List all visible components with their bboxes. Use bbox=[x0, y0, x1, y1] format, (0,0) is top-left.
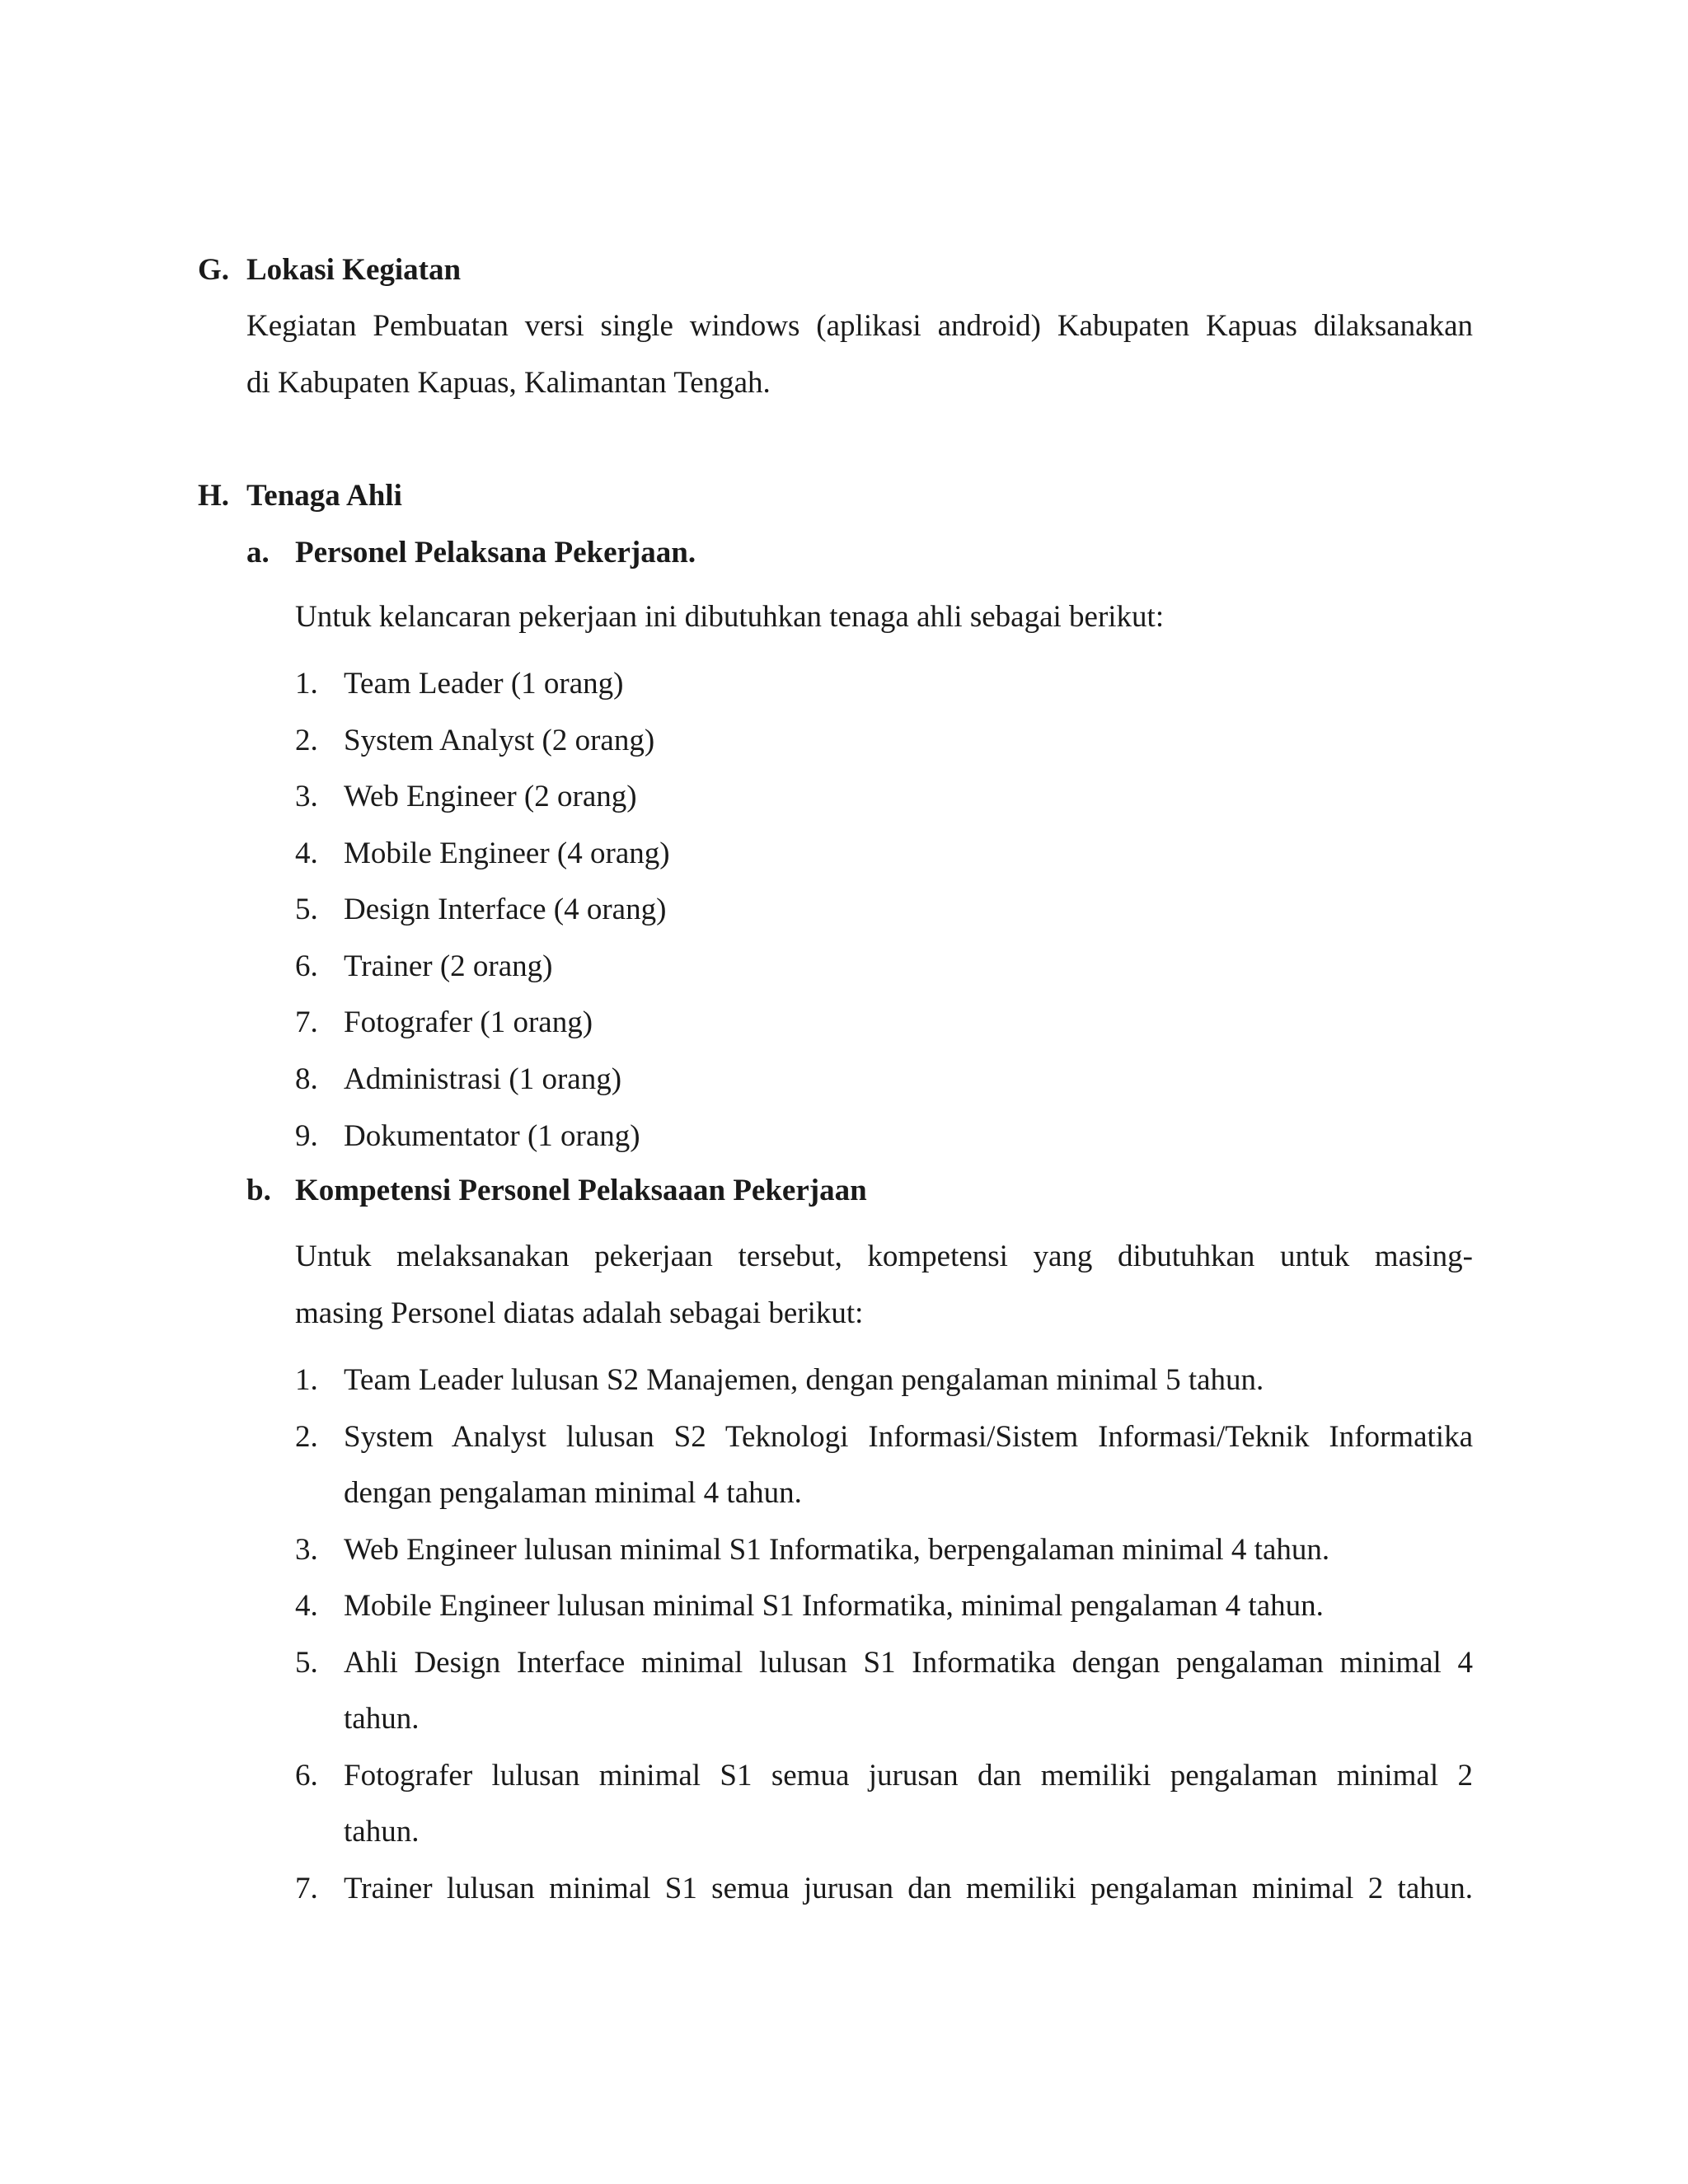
subsection-b-intro-line1: Untuk melaksanakan pekerjaan tersebut, kompetensi yang dibutuhkan untuk masing- bbox=[295, 1240, 1473, 1273]
list-item-number: 5. bbox=[295, 893, 318, 926]
list-item: System Analyst lulusan S2 Teknologi Informasi/Sistem Informasi/Teknik Informatika bbox=[344, 1420, 1473, 1454]
list-item-number: 7. bbox=[295, 1872, 318, 1905]
list-item-continuation: tahun. bbox=[344, 1815, 420, 1849]
list-item: System Analyst (2 orang) bbox=[344, 724, 655, 757]
list-item: Fotografer (1 orang) bbox=[344, 1005, 593, 1039]
section-g-paragraph-line2: di Kabupaten Kapuas, Kalimantan Tengah. bbox=[246, 366, 771, 400]
list-item: Team Leader lulusan S2 Manajemen, dengan pengalaman minimal 5 tahun. bbox=[344, 1363, 1264, 1397]
list-item-number: 1. bbox=[295, 667, 318, 701]
list-item-number: 3. bbox=[295, 780, 318, 813]
list-item-continuation: tahun. bbox=[344, 1702, 420, 1736]
list-item: Fotografer lulusan minimal S1 semua jurusan dan memiliki pengalaman minimal 2 bbox=[344, 1759, 1473, 1793]
list-item: Dokumentator (1 orang) bbox=[344, 1119, 640, 1153]
subsection-b-intro-line2: masing Personel diatas adalah sebagai berikut: bbox=[295, 1296, 864, 1330]
list-item: Trainer (2 orang) bbox=[344, 949, 553, 983]
list-item-number: 4. bbox=[295, 1589, 318, 1623]
section-g-title: Lokasi Kegiatan bbox=[246, 253, 462, 287]
section-h-title: Tenaga Ahli bbox=[246, 479, 402, 513]
list-item-number: 2. bbox=[295, 724, 318, 757]
list-item-number: 1. bbox=[295, 1363, 318, 1397]
subsection-a-letter: a. bbox=[246, 536, 270, 569]
list-item: Design Interface (4 orang) bbox=[344, 893, 667, 926]
subsection-a-title: Personel Pelaksana Pekerjaan. bbox=[295, 536, 696, 569]
list-item-number: 6. bbox=[295, 949, 318, 983]
list-item-number: 7. bbox=[295, 1005, 318, 1039]
list-item-number: 2. bbox=[295, 1420, 318, 1454]
section-h-letter: H. bbox=[198, 479, 230, 513]
list-item: Trainer lulusan minimal S1 semua jurusan dan memiliki pengalaman minimal 2 tahun. bbox=[344, 1872, 1473, 1905]
list-item-number: 9. bbox=[295, 1119, 318, 1153]
list-item: Ahli Design Interface minimal lulusan S1 Informatika dengan pengalaman minimal 4 bbox=[344, 1646, 1473, 1680]
list-item-continuation: dengan pengalaman minimal 4 tahun. bbox=[344, 1476, 802, 1510]
list-item-number: 8. bbox=[295, 1062, 318, 1096]
list-item: Team Leader (1 orang) bbox=[344, 667, 624, 701]
list-item: Web Engineer (2 orang) bbox=[344, 780, 637, 813]
section-g-letter: G. bbox=[198, 253, 230, 287]
subsection-b-title: Kompetensi Personel Pelaksaaan Pekerjaan bbox=[295, 1174, 867, 1207]
list-item: Web Engineer lulusan minimal S1 Informatika, berpengalaman minimal 4 tahun. bbox=[344, 1533, 1330, 1567]
list-item: Administrasi (1 orang) bbox=[344, 1062, 622, 1096]
list-item: Mobile Engineer (4 orang) bbox=[344, 837, 670, 870]
list-item-number: 5. bbox=[295, 1646, 318, 1680]
subsection-a-intro: Untuk kelancaran pekerjaan ini dibutuhkan tenaga ahli sebagai berikut: bbox=[295, 600, 1165, 634]
list-item: Mobile Engineer lulusan minimal S1 Informatika, minimal pengalaman 4 tahun. bbox=[344, 1589, 1324, 1623]
list-item-number: 3. bbox=[295, 1533, 318, 1567]
subsection-b-letter: b. bbox=[246, 1174, 271, 1207]
list-item-number: 4. bbox=[295, 837, 318, 870]
list-item-number: 6. bbox=[295, 1759, 318, 1793]
section-g-paragraph-line1: Kegiatan Pembuatan versi single windows (aplikasi android) Kabupaten Kapuas dilaksanakan bbox=[246, 309, 1473, 343]
